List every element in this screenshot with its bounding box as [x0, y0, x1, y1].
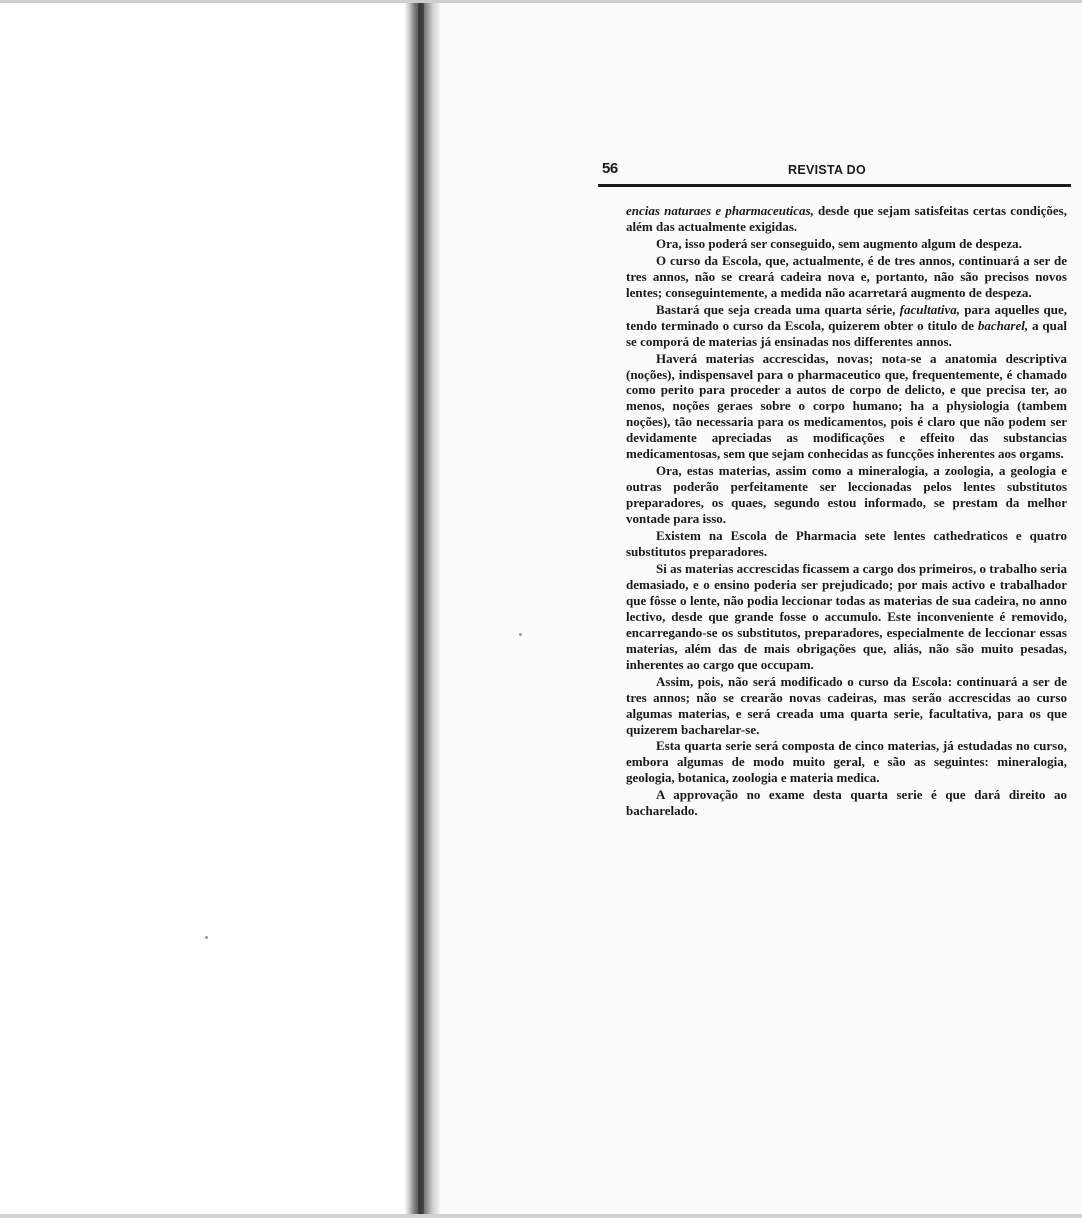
italic-phrase: encias naturaes e pharmaceuticas,	[626, 203, 814, 218]
paragraph: A approvação no exame desta quarta serie é que dará direito ao bacharelado.	[626, 787, 1067, 819]
left-page-blank	[0, 0, 408, 1218]
paper-speck	[519, 633, 522, 636]
paragraph: Ora, isso poderá ser conseguido, sem augmento algum de despeza.	[656, 235, 1022, 251]
paragraph	[626, 203, 1067, 235]
body-text	[626, 203, 1067, 820]
paragraph-text: para aquelles que, tendo terminado o curso da Escola, quizerem obter o titulo de	[626, 301, 1068, 333]
paragraph: O curso da Escola, que, actualmente, é de tres annos, continuará a ser de tres annos, não se creará cadeira nova e, portanto, não são precisos novos lentes; conseguintemente, a medida não acarretará augmento de despeza.	[626, 252, 1067, 300]
paragraph-text: Bastará que seja creada uma quarta série,	[656, 301, 900, 317]
paragraph-text: desde que sejam satisfeitas certas condições, além das actualmente exigidas.	[626, 203, 1067, 234]
running-head	[598, 160, 1071, 187]
paragraph-text: a qual se comporá de materias já ensinadas nos differentes annos.	[626, 317, 1067, 349]
italic-word: facultativa,	[899, 301, 960, 317]
paragraph: Existem na Escola de Pharmacia sete lentes cathedraticos e quatro substitutos preparadores.	[626, 528, 1067, 560]
scan-top-edge	[0, 0, 1082, 3]
paragraph: Esta quarta serie será composta de cinco materias, já estudadas no curso, embora algumas de modo muito geral, e são as seguintes: mineralogia, geologia, botanica, zoologia e materia medica.	[626, 738, 1067, 786]
paragraph: Haverá materias accrescidas, novas; nota-se a anatomia descriptiva (noções), indispensavel para o pharmaceutico que, frequentemente, é chamado como perito para proceder a autos de corpo de delicto, e que precisa ter, ao menos, noções geraes sobre o corpo humano; ha a physiologia (tambem noções), tão necessaria para os medicamentos, pois é claro que não podem ser devidamente apreciadas as modificações e effeito das substancias medicamentosas, sem que sejam conhecidas as funcções inherentes aos orgams.	[626, 350, 1067, 462]
paragraph	[626, 302, 1067, 350]
paper-speck	[205, 936, 208, 939]
paragraph: Si as materias accrescidas ficassem a cargo dos primeiros, o trabalho seria demasiado, e o ensino poderia ser prejudicado; por mais activo e trabalhador que fôsse o lente, não podia leccionar todas as materias de sua cadeira, no anno lectivo, desde que grande fosse o accumulo. Este inconveniente é removido, encarregando-se os substitutos, preparadores, especialmente de leccionar essas materias, além das de mais obrigações que, aliás, não são muito pesadas, inherentes ao cargo que occupam.	[626, 560, 1067, 672]
paragraph: Ora, estas materias, assim como a mineralogia, a zoologia, a geologia e outras poderão perfeitamente ser leccionadas pelos lentes substitutos preparadores, os quaes, segundo estou informado, se prestam da melhor vontade para isso.	[626, 463, 1067, 527]
paragraph: Assim, pois, não será modificado o curso da Escola: continuará a ser de tres annos; não se crearão novas cadeiras, mas serão accrescidas ao curso algumas materias, e será creada uma quarta serie, facultativa, para os que quizerem bacharelar-se.	[626, 673, 1067, 737]
page-number: 56	[602, 160, 618, 177]
italic-word: bacharel,	[977, 317, 1029, 333]
gutter-shadow	[418, 0, 424, 1218]
scan-bottom-edge	[0, 1214, 1082, 1218]
running-title: REVISTA DO	[788, 163, 867, 177]
